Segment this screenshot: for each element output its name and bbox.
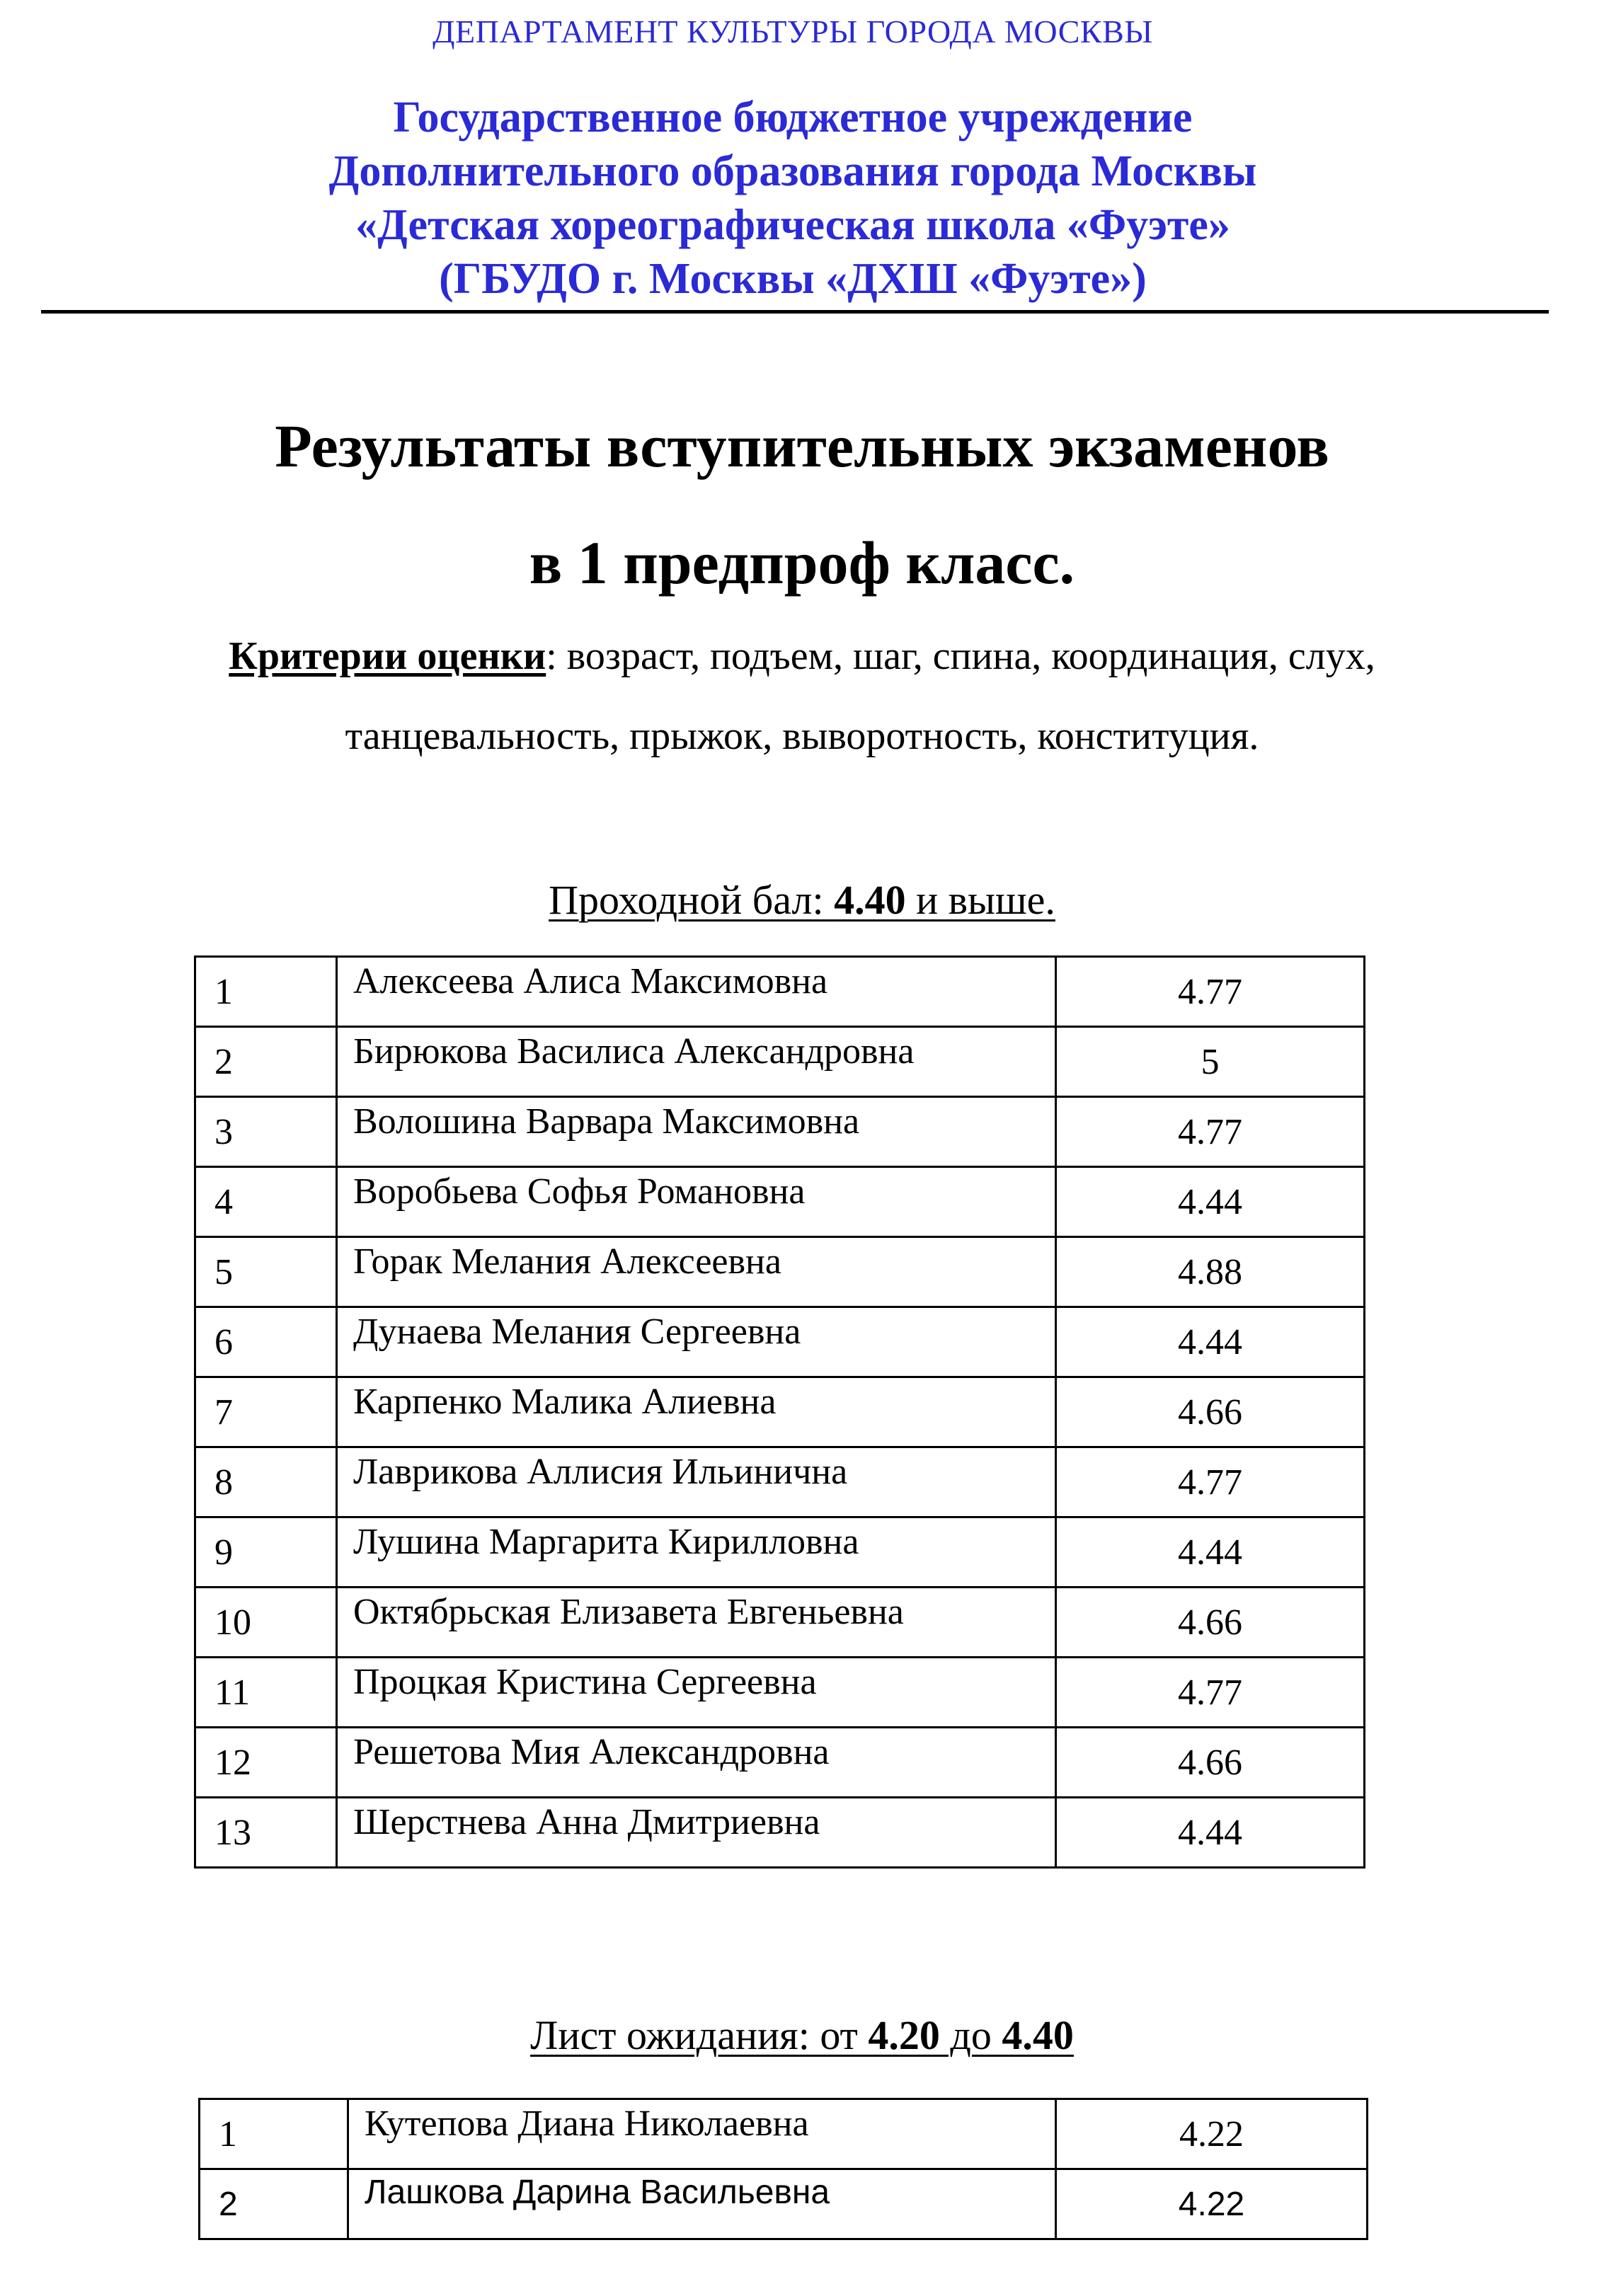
waitlist-mid: до: [939, 2012, 1002, 2058]
table-row: [195, 1658, 1365, 1728]
student-score: 4.77: [1056, 1097, 1365, 1167]
table-row: [195, 1377, 1365, 1447]
passing-suffix: и выше.: [905, 877, 1055, 923]
table-row: [195, 1447, 1365, 1517]
student-score: 4.77: [1056, 1447, 1365, 1517]
student-score: 4.44: [1056, 1517, 1365, 1588]
student-score: 4.77: [1056, 1658, 1365, 1728]
student-name: Решетова Мия Александровна: [337, 1728, 1056, 1798]
waitlist-table: [198, 2098, 1368, 2240]
org-line: «Детская хореографическая школа «Фуэте»: [355, 201, 1230, 249]
student-name: Бирюкова Василиса Александровна: [337, 1027, 1056, 1097]
table-row: [195, 1517, 1365, 1588]
student-name: Шерстнева Анна Дмитриевна: [337, 1798, 1056, 1868]
table-row: [195, 1237, 1365, 1307]
student-name: Алексеева Алиса Максимовна: [337, 957, 1056, 1027]
row-number: 1: [195, 957, 337, 1027]
row-number: 2: [200, 2169, 348, 2239]
student-score: 4.44: [1056, 1167, 1365, 1237]
criteria-line-2: танцевальность, прыжок, выворотность, конституция.: [345, 714, 1259, 758]
org-line: (ГБУДО г. Москвы «ДХШ «Фуэте»): [439, 255, 1147, 303]
criteria-label: Критерии оценки: [229, 634, 546, 678]
org-line: Государственное бюджетное учреждение: [393, 93, 1193, 142]
student-score: 4.22: [1056, 2169, 1368, 2239]
student-name: Лаврикова Аллисия Ильинична: [337, 1447, 1056, 1517]
table-row: [200, 2169, 1368, 2239]
org-line: Дополнительного образования города Москвы: [328, 147, 1257, 195]
student-score: 5: [1056, 1027, 1365, 1097]
table-row: [195, 1167, 1365, 1237]
student-score: 4.66: [1056, 1728, 1365, 1798]
row-number: 6: [195, 1307, 337, 1377]
organization-name: [0, 91, 1586, 306]
table-row: [195, 1307, 1365, 1377]
passing-score: 4.40: [834, 877, 906, 923]
table-row: [195, 1588, 1365, 1658]
criteria-text: : возраст, подъем, шаг, спина, координация, слух,: [546, 634, 1375, 678]
row-number: 3: [195, 1097, 337, 1167]
table-row: [195, 1027, 1365, 1097]
student-name: Волошина Варвара Максимовна: [337, 1097, 1056, 1167]
student-name: Воробьева Софья Романовна: [337, 1167, 1056, 1237]
waitlist-from: 4.20: [868, 2012, 940, 2058]
row-number: 4: [195, 1167, 337, 1237]
student-name: Кутепова Диана Николаевна: [348, 2099, 1056, 2169]
row-number: 2: [195, 1027, 337, 1097]
department-name: ДЕПАРТАМЕНТ КУЛЬТУРЫ ГОРОДА МОСКВЫ: [432, 13, 1153, 50]
header-divider: [41, 310, 1549, 314]
table-row: [195, 1728, 1365, 1798]
passing-score-heading: [0, 876, 1604, 924]
table-row: [195, 1798, 1365, 1868]
row-number: 11: [195, 1658, 337, 1728]
row-number: 10: [195, 1588, 337, 1658]
row-number: 1: [200, 2099, 348, 2169]
row-number: 8: [195, 1447, 337, 1517]
student-name: Октябрьская Елизавета Евгеньевна: [337, 1588, 1056, 1658]
table-row: [195, 957, 1365, 1027]
student-name: Лашкова Дарина Васильевна: [348, 2169, 1056, 2239]
waitlist-heading: [0, 2011, 1604, 2059]
passing-label: Проходной бал:: [549, 877, 835, 923]
student-score: 4.66: [1056, 1588, 1365, 1658]
waitlist-to: 4.40: [1002, 2012, 1074, 2058]
row-number: 9: [195, 1517, 337, 1588]
row-number: 13: [195, 1798, 337, 1868]
criteria-line: [0, 633, 1604, 679]
waitlist-table-body: [200, 2099, 1368, 2239]
row-number: 7: [195, 1377, 337, 1447]
student-score: 4.77: [1056, 957, 1365, 1027]
student-score: 4.88: [1056, 1237, 1365, 1307]
table-row: [200, 2099, 1368, 2169]
admitted-table-body: [195, 957, 1365, 1868]
student-name: Лушина Маргарита Кирилловна: [337, 1517, 1056, 1588]
student-score: 4.22: [1056, 2099, 1368, 2169]
student-score: 4.44: [1056, 1798, 1365, 1868]
row-number: 12: [195, 1728, 337, 1798]
row-number: 5: [195, 1237, 337, 1307]
document-subtitle: в 1 предпроф класс.: [529, 529, 1075, 597]
student-score: 4.44: [1056, 1307, 1365, 1377]
student-name: Карпенко Малика Алиевна: [337, 1377, 1056, 1447]
student-name: Процкая Кристина Сергеевна: [337, 1658, 1056, 1728]
waitlist-label: Лист ожидания: от: [530, 2012, 869, 2058]
student-score: 4.66: [1056, 1377, 1365, 1447]
admitted-table: [194, 955, 1365, 1869]
student-name: Горак Мелания Алексеевна: [337, 1237, 1056, 1307]
document-title: Результаты вступительных экзаменов: [275, 412, 1329, 480]
student-name: Дунаева Мелания Сергеевна: [337, 1307, 1056, 1377]
table-row: [195, 1097, 1365, 1167]
